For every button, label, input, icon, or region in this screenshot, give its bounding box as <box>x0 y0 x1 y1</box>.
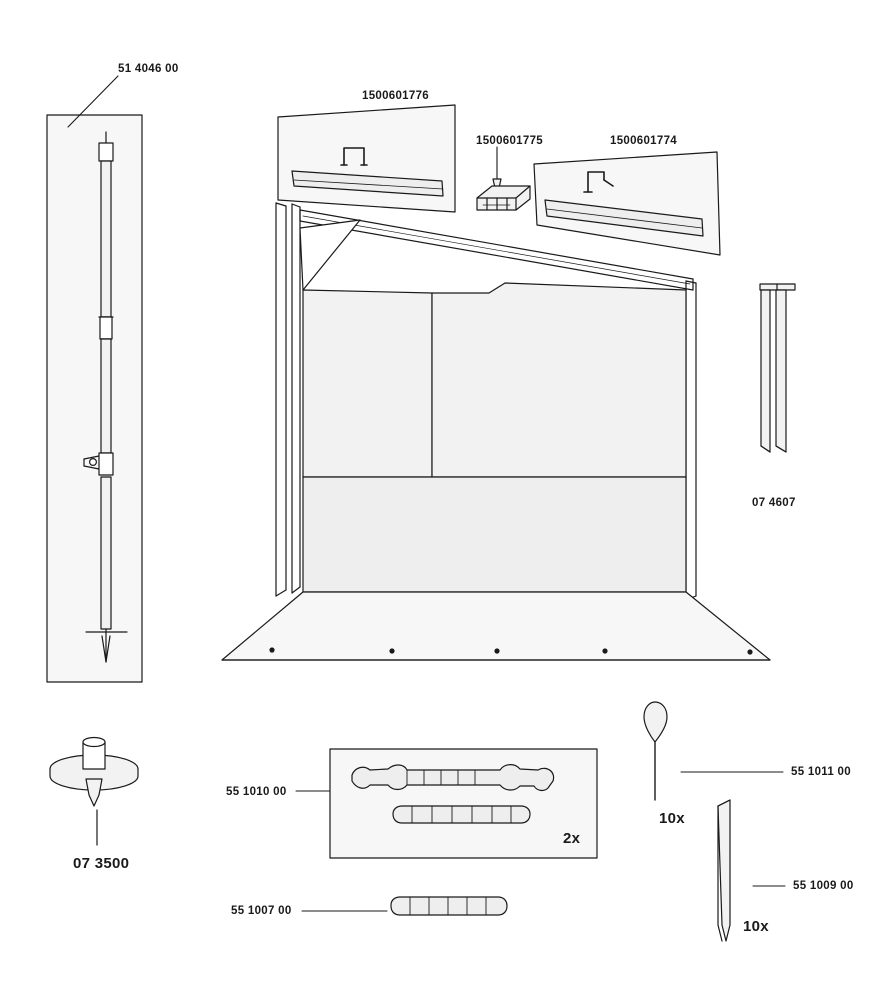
quantity-label-10x-tensioner: 10x <box>659 810 685 827</box>
part-label-07-4607: 07 4607 <box>752 497 796 509</box>
part-group-1500601775 <box>477 147 530 210</box>
part-label-55-1010-00: 55 1010 00 <box>226 786 287 798</box>
part-label-07-3500: 07 3500 <box>73 855 130 872</box>
part-label-55-1009-00: 55 1009 00 <box>793 880 854 892</box>
part-group-55-1010-00 <box>296 749 597 858</box>
part-group-55-1011-00 <box>644 702 783 800</box>
part-label-1500601776: 1500601776 <box>362 90 429 102</box>
part-label-55-1011-00: 55 1011 00 <box>791 766 851 778</box>
quantity-label-2x: 2x <box>563 830 581 847</box>
part-group-51-4046-00 <box>47 76 142 682</box>
part-group-main-structure <box>222 203 770 660</box>
part-group-55-1007-00 <box>302 897 507 915</box>
part-group-1500601774 <box>534 152 720 255</box>
part-group-07-3500 <box>50 738 138 846</box>
part-label-1500601774: 1500601774 <box>610 135 677 147</box>
part-group-07-4607 <box>760 284 795 452</box>
part-label-55-1007-00: 55 1007 00 <box>231 905 292 917</box>
quantity-label-10x-peg: 10x <box>743 918 769 935</box>
part-label-1500601775: 1500601775 <box>476 135 543 147</box>
part-label-51-4046-00: 51 4046 00 <box>118 63 179 75</box>
part-group-1500601776 <box>278 105 455 212</box>
